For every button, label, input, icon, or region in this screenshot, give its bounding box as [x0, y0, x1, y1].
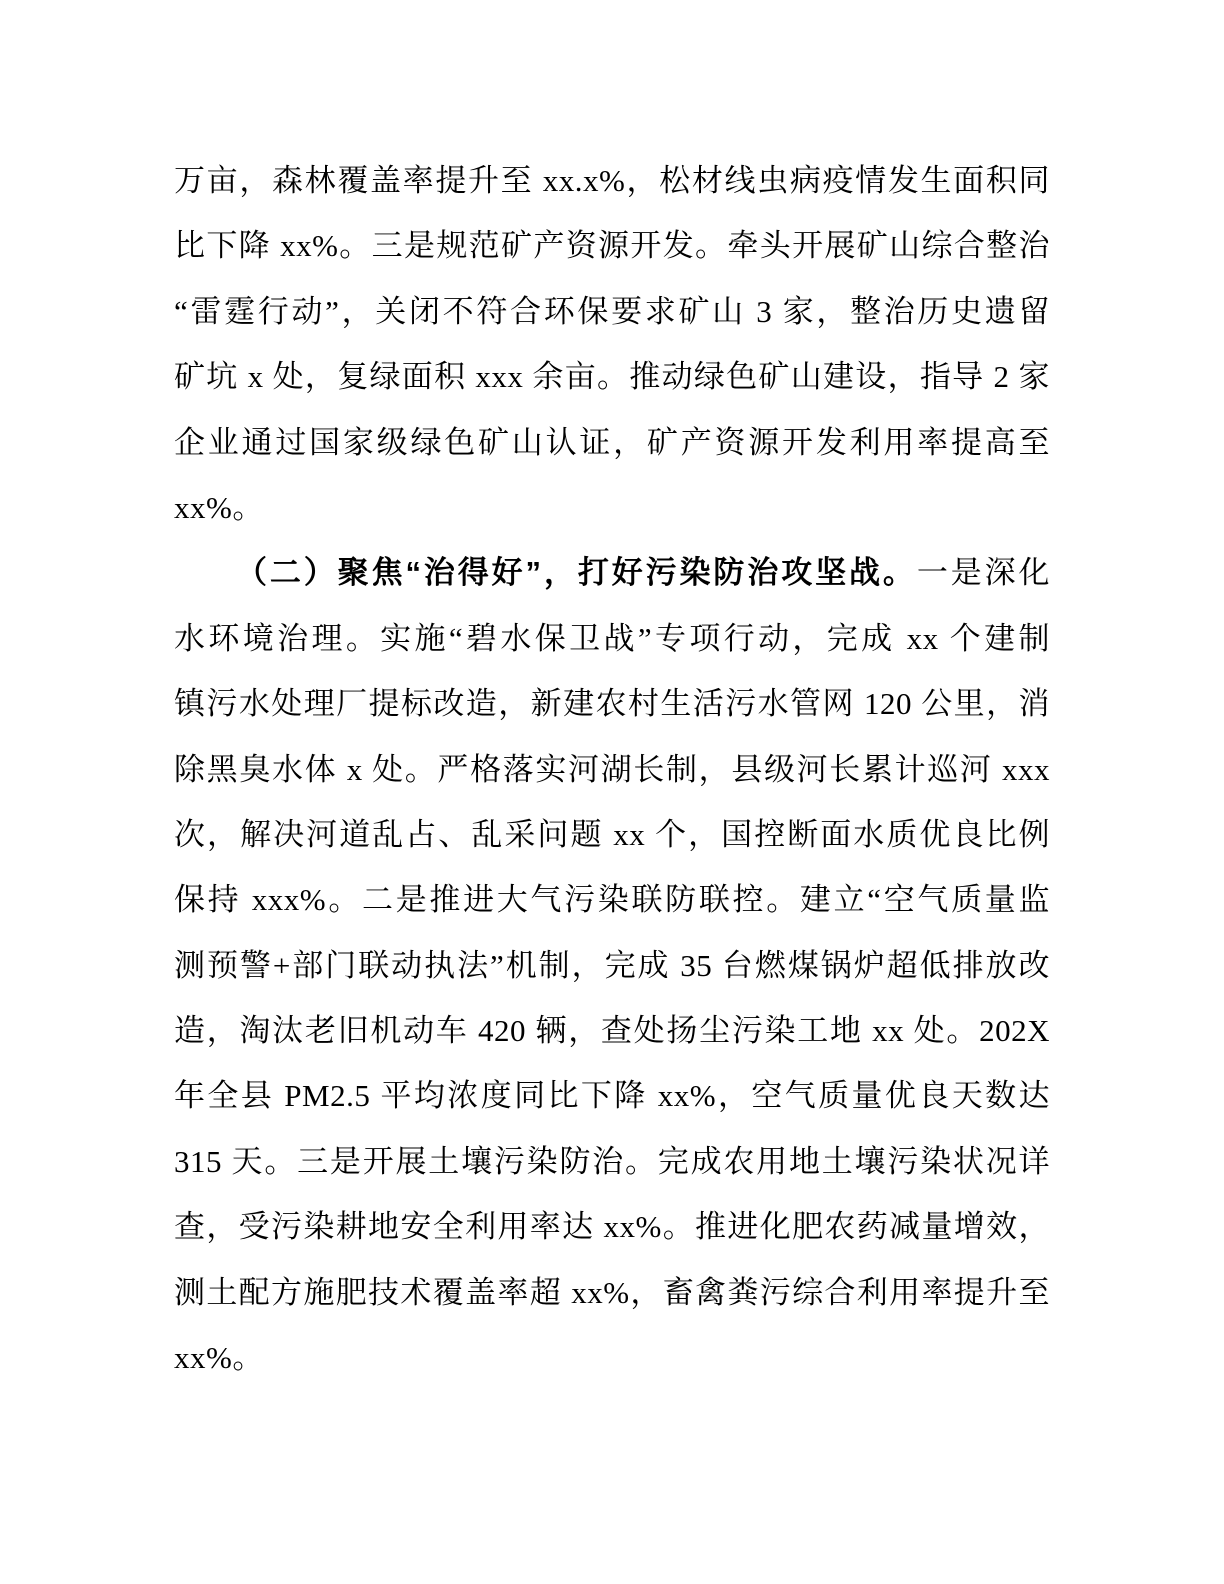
- body-text: xx%。: [174, 1340, 264, 1376]
- text-line: [174, 279, 1050, 344]
- body-text: 矿坑 x 处，复绿面积 xxx 余亩。推动绿色矿山建设，指导 2 家: [174, 359, 1050, 395]
- text-line: [174, 1194, 1050, 1259]
- body-text: 镇污水处理厂提标改造，新建农村生活污水管网 120 公里，消: [174, 686, 1050, 722]
- body-text: 测预警+部门联动执法”机制，完成 35 台燃煤锅炉超低排放改: [174, 947, 1050, 983]
- page-content: [174, 148, 1050, 1390]
- text-line: [174, 606, 1050, 671]
- body-text: 除黑臭水体 x 处。严格落实河湖长制，县级河长累计巡河 xxx: [174, 751, 1050, 787]
- body-text: 次，解决河道乱占、乱采问题 xx 个，国控断面水质优良比例: [174, 816, 1050, 852]
- body-text: 企业通过国家级绿色矿山认证，矿产资源开发利用率提高至: [174, 424, 1050, 460]
- text-line: [174, 1325, 1050, 1390]
- text-line: [174, 540, 1050, 605]
- text-line: [174, 802, 1050, 867]
- body-text: 315 天。三是开展土壤污染防治。完成农用地土壤污染状况详: [174, 1143, 1050, 1179]
- text-line: [174, 344, 1050, 409]
- body-text: 年全县 PM2.5 平均浓度同比下降 xx%，空气质量优良天数达: [174, 1078, 1050, 1114]
- body-text: 造，淘汰老旧机动车 420 辆，查处扬尘污染工地 xx 处。202X: [174, 1013, 1050, 1049]
- text-line: [174, 410, 1050, 475]
- section-heading-text: （二）聚焦“治得好”，打好污染防治攻坚战。: [236, 555, 917, 591]
- paragraph-section-two-pollution-control: [174, 540, 1050, 1390]
- text-line: [174, 933, 1050, 998]
- body-text: xx%。: [174, 489, 264, 525]
- text-line: [174, 671, 1050, 736]
- paragraph-continuation-ecology: [174, 148, 1050, 540]
- body-text: 保持 xxx%。二是推进大气污染联防联控。建立“空气质量监: [174, 882, 1050, 918]
- body-text: 万亩，森林覆盖率提升至 xx.x%，松材线虫病疫情发生面积同: [174, 163, 1050, 198]
- text-line: [174, 475, 1050, 540]
- body-text: 一是深化: [916, 555, 1050, 591]
- text-line: [174, 148, 1050, 213]
- text-line: [174, 867, 1050, 932]
- body-text: 比下降 xx%。三是规范矿产资源开发。牵头开展矿山综合整治: [174, 228, 1050, 264]
- body-text: “雷霆行动”，关闭不符合环保要求矿山 3 家，整治历史遗留: [174, 293, 1050, 329]
- text-line: [174, 1129, 1050, 1194]
- body-text: 水环境治理。实施“碧水保卫战”专项行动，完成 xx 个建制: [174, 620, 1050, 656]
- body-text: 测土配方施肥技术覆盖率超 xx%，畜禽粪污综合利用率提升至: [174, 1274, 1050, 1310]
- text-line: [174, 213, 1050, 278]
- text-line: [174, 1260, 1050, 1325]
- text-line: [174, 737, 1050, 802]
- text-line: [174, 1063, 1050, 1128]
- body-text: 查，受污染耕地安全利用率达 xx%。推进化肥农药减量增效，: [174, 1209, 1050, 1245]
- text-line: [174, 998, 1050, 1063]
